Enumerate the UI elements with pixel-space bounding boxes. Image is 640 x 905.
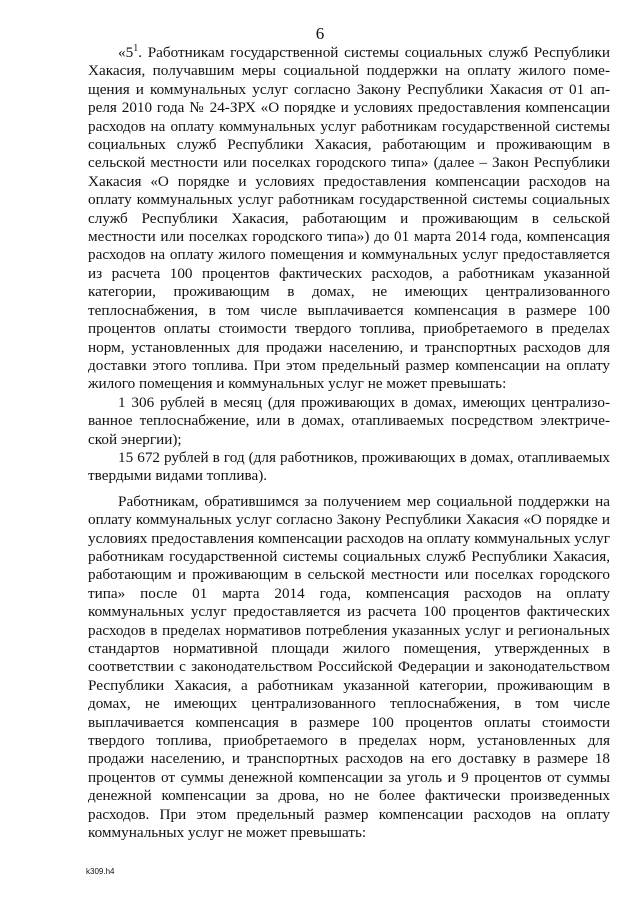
article-open: «5 <box>118 44 134 61</box>
article-superscript: 1 <box>133 42 139 54</box>
page-number: 6 <box>315 24 325 43</box>
article-body: . Работникам государственной системы социальных служб Республики Хакасия, получавшим меры социальной поддержки на оплату жилого помещения и коммунальных услуг согласно Закону Республики Хакасия от 01 апреля 2010 года № 24-ЗРХ «О порядке и условиях предоставления компенсации расходов на оплату коммунальных услуг работникам государственной системы социальных служб Республики Хакасия, работающим и проживающим в сельской местности или поселках городского типа» (далее – Закон Республики Хакасия «О порядке и условиях предоставления компенсации расходов на оплату коммунальных услуг работникам государственной системы социальных служб Республики Хакасия, работающим и проживающим в сельской местности или поселках городского типа») до 01 марта 2014 года, компенсация расходов на оплату жилого помещения и коммунальных услуг предоставляется из расчета 100 процентов фактических расходов, а работникам указанной категории, проживающим в домах, не имеющих централизованного теплоснабжения, в том числе выплачивается компенсация в размере 100 процентов оплаты стоимости твердого топлива, приобретаемого в пределах норм, установленных для продажи населению, и транспортных расходов для доставки этого топлива. При этом предельный размер компенсации на оплату жилого помещения и коммунальных услуг не может превышать: <box>88 44 610 393</box>
footer-code: k309.h4 <box>86 867 115 876</box>
paragraph-after-march-2014: Работникам, обратившимся за получением мер социальной поддержки на оплату коммунальных услуг согласно Закону Республики Хакасия «О порядке и условиях предоставления компенсации расходов на оплату коммунальных услуг работникам государственной системы социальных служб Республики Хакасия, работающим и проживающим в сельской местности или поселках городского типа» после 01 марта 2014 года, компенсация расходов на оплату коммунальных услуг предоставляется из расчета 100 процентов фактических расходов в пределах нормативов потребления указанных услуг и региональных стандартов нормативной площади жилого помещения, утвержденных в соответствии с законодательством Российской Федерации и законодательством Республики Хакасия, а работникам указанной категории, проживающим в домах, не имеющих централизованного теплоснабжения, в том числе выплачивается компенсация в размере 100 процентов оплаты стоимости твердого топлива, приобретаемого в пределах норм, установленных для продажи населению, и транспортных расходов на его доставку в размере 18 процентов от суммы денежной компенсации за уголь и 9 процентов от суммы денежной компенсации за дрова, но не более фактически произведенных расходов. При этом предельный размер компенсации расходов на оплату коммунальных услуг не может превышать: <box>88 492 610 842</box>
document-body <box>88 44 610 842</box>
paragraph-article-5-1 <box>88 44 610 394</box>
paragraph-yearly-limit: 15 672 рублей в год (для работников, проживающих в домах, отапливаемых твердыми видами топлива). <box>88 448 610 485</box>
paragraph-monthly-limit: 1 306 рублей в месяц (для проживающих в домах, имеющих централизованное теплоснабжение, или в домах, отапливаемых посредством электрической энергии); <box>88 393 610 448</box>
